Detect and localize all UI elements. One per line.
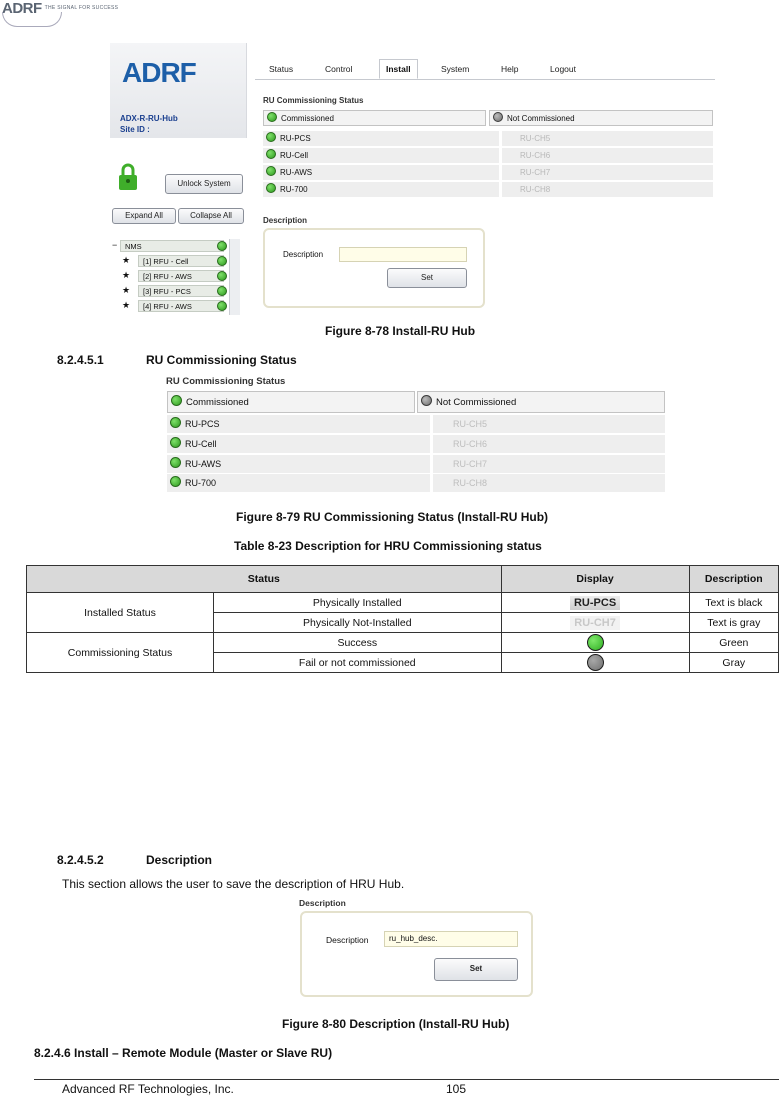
figure-commissioning-status-screenshot (165, 376, 667, 494)
ru-channel: RU-CH6 (433, 435, 665, 453)
condition-cell: Physically Installed (214, 593, 502, 613)
table-row (27, 633, 779, 653)
ru-row: RU-Cell (167, 435, 430, 453)
condition-cell: Success (214, 633, 502, 653)
page-number: 105 (446, 1082, 467, 1096)
star-icon: ★ (122, 270, 131, 280)
status-dot-icon (217, 301, 227, 311)
tab-status[interactable]: Status (269, 64, 294, 74)
section-number: 8.2.4.5.2 (57, 853, 104, 867)
section-title: RU Commissioning Status (146, 353, 297, 367)
figure-description-screenshot (297, 898, 533, 998)
brand-logo (2, 0, 118, 30)
status-dot-icon (217, 286, 227, 296)
not-commissioned-dot-icon (493, 112, 503, 122)
description-input[interactable] (339, 247, 467, 262)
condition-cell: Fail or not commissioned (214, 653, 502, 673)
description-input[interactable]: ru_hub_desc. (384, 931, 518, 947)
description-cell: Green (689, 633, 778, 653)
set-button[interactable]: Set (434, 958, 518, 981)
status-dot-icon (266, 132, 276, 142)
table-row (27, 593, 779, 613)
left-panel (110, 43, 246, 315)
brand-tagline: THE SIGNAL FOR SUCCESS (44, 5, 119, 11)
not-commissioned-legend: Not Commissioned (489, 110, 713, 126)
table-header-row (27, 566, 779, 593)
unlock-system-button[interactable]: Unlock System (165, 174, 243, 194)
brand-name: ADRF (2, 0, 42, 17)
status-dot-icon (170, 457, 181, 468)
set-button[interactable]: Set (387, 268, 467, 288)
brand-arc-icon (2, 12, 62, 27)
not-commissioned-dot-icon (421, 395, 432, 406)
tab-logout[interactable]: Logout (550, 64, 576, 74)
display-cell (501, 613, 689, 633)
description-section-title: Description (299, 898, 346, 908)
status-dot-icon (217, 256, 227, 266)
commissioned-legend: Commissioned (263, 110, 486, 126)
footer-divider (34, 1079, 779, 1080)
not-commissioned-legend: Not Commissioned (417, 391, 665, 413)
tree-item[interactable]: ★ [3] RFU - PCS (112, 284, 244, 299)
tree-item[interactable]: − NMS (112, 239, 244, 254)
nms-tree (112, 239, 244, 314)
ru-row: RU-700 (263, 182, 499, 197)
site-id: Site ID : (120, 125, 150, 134)
lock-icon (118, 163, 138, 191)
figure-install-ru-hub-screenshot (110, 43, 716, 315)
section-title: Description (146, 853, 213, 867)
gray-dot-icon (587, 654, 604, 671)
figure-79-caption: Figure 8-79 RU Commissioning Status (Install-RU Hub) (236, 510, 549, 524)
collapse-all-button[interactable]: Collapse All (178, 208, 244, 224)
header-status: Status (27, 566, 502, 593)
status-dot-icon (170, 437, 181, 448)
figure-80-caption: Figure 8-80 Description (Install-RU Hub) (282, 1017, 510, 1031)
display-cell (501, 593, 689, 613)
status-dot-icon (266, 183, 276, 193)
installed-text-sample: RU-PCS (570, 596, 620, 610)
expand-all-button[interactable]: Expand All (112, 208, 176, 224)
status-dot-icon (170, 476, 181, 487)
ru-row: RU-700 (167, 474, 430, 492)
tree-item[interactable]: ★ [1] RFU - Cell (112, 254, 244, 269)
ru-channel: RU-CH5 (433, 415, 665, 433)
ru-row: RU-PCS (263, 131, 499, 146)
section-heading: 8.2.4.6 Install – Remote Module (Master or Slave RU) (34, 1046, 333, 1060)
ru-row: RU-Cell (263, 148, 499, 163)
logo-panel (110, 43, 247, 138)
table-823-caption: Table 8-23 Description for HRU Commissioning status (234, 539, 542, 553)
description-section-title: Description (263, 216, 308, 225)
installed-status-cell: Installed Status (27, 593, 214, 633)
ru-channel: RU-CH7 (433, 455, 665, 473)
ru-channel: RU-CH8 (502, 182, 713, 197)
commissioned-dot-icon (171, 395, 182, 406)
display-cell (501, 633, 689, 653)
tree-scrollbar[interactable] (229, 239, 240, 315)
condition-cell: Physically Not-Installed (214, 613, 502, 633)
not-installed-text-sample: RU-CH7 (570, 616, 620, 630)
status-dot-icon (266, 166, 276, 176)
adrf-logo: ADRF (122, 57, 196, 88)
collapse-icon[interactable]: − (112, 240, 118, 250)
body-paragraph: This section allows the user to save the description of HRU Hub. (62, 877, 405, 891)
description-panel (263, 228, 485, 308)
hub-name: ADX-R-RU-Hub (120, 114, 178, 123)
status-dot-icon (266, 149, 276, 159)
description-label: Description (326, 935, 369, 945)
section-number: 8.2.4.5.1 (57, 353, 104, 367)
commissioning-status-cell: Commissioning Status (27, 633, 214, 673)
tab-control[interactable]: Control (325, 64, 353, 74)
star-icon: ★ (122, 300, 131, 310)
tab-install[interactable]: Install (379, 59, 418, 79)
ru-row: RU-AWS (263, 165, 499, 180)
hub-info (120, 113, 178, 135)
description-panel (300, 911, 533, 997)
top-tabs (255, 59, 715, 80)
tab-help[interactable]: Help (501, 64, 519, 74)
footer-company: Advanced RF Technologies, Inc. (62, 1082, 234, 1096)
ru-channel: RU-CH8 (433, 474, 665, 492)
commissioning-status-table (26, 565, 779, 673)
ru-channel: RU-CH5 (502, 131, 713, 146)
description-cell: Gray (689, 653, 778, 673)
status-dot-icon (217, 271, 227, 281)
commissioned-dot-icon (267, 112, 277, 122)
tab-system[interactable]: System (441, 64, 470, 74)
status-dot-icon (217, 241, 227, 251)
ru-row: RU-PCS (167, 415, 430, 433)
header-description: Description (689, 566, 778, 593)
description-cell: Text is black (689, 593, 778, 613)
green-dot-icon (587, 634, 604, 651)
tree-item[interactable]: ★ [4] RFU - AWS (112, 299, 244, 314)
ru-channel: RU-CH7 (502, 165, 713, 180)
ru-channel: RU-CH6 (502, 148, 713, 163)
figure-78-caption: Figure 8-78 Install-RU Hub (325, 324, 476, 338)
description-label: Description (283, 250, 324, 259)
tree-item[interactable]: ★ [2] RFU - AWS (112, 269, 244, 284)
star-icon: ★ (122, 255, 131, 265)
ru-row: RU-AWS (167, 455, 430, 473)
header-display: Display (501, 566, 689, 593)
status-dot-icon (170, 417, 181, 428)
display-cell (501, 653, 689, 673)
section-title: RU Commissioning Status (263, 96, 364, 105)
description-cell: Text is gray (689, 613, 778, 633)
section-title: RU Commissioning Status (166, 376, 286, 387)
star-icon: ★ (122, 285, 131, 295)
commissioned-legend: Commissioned (167, 391, 415, 413)
